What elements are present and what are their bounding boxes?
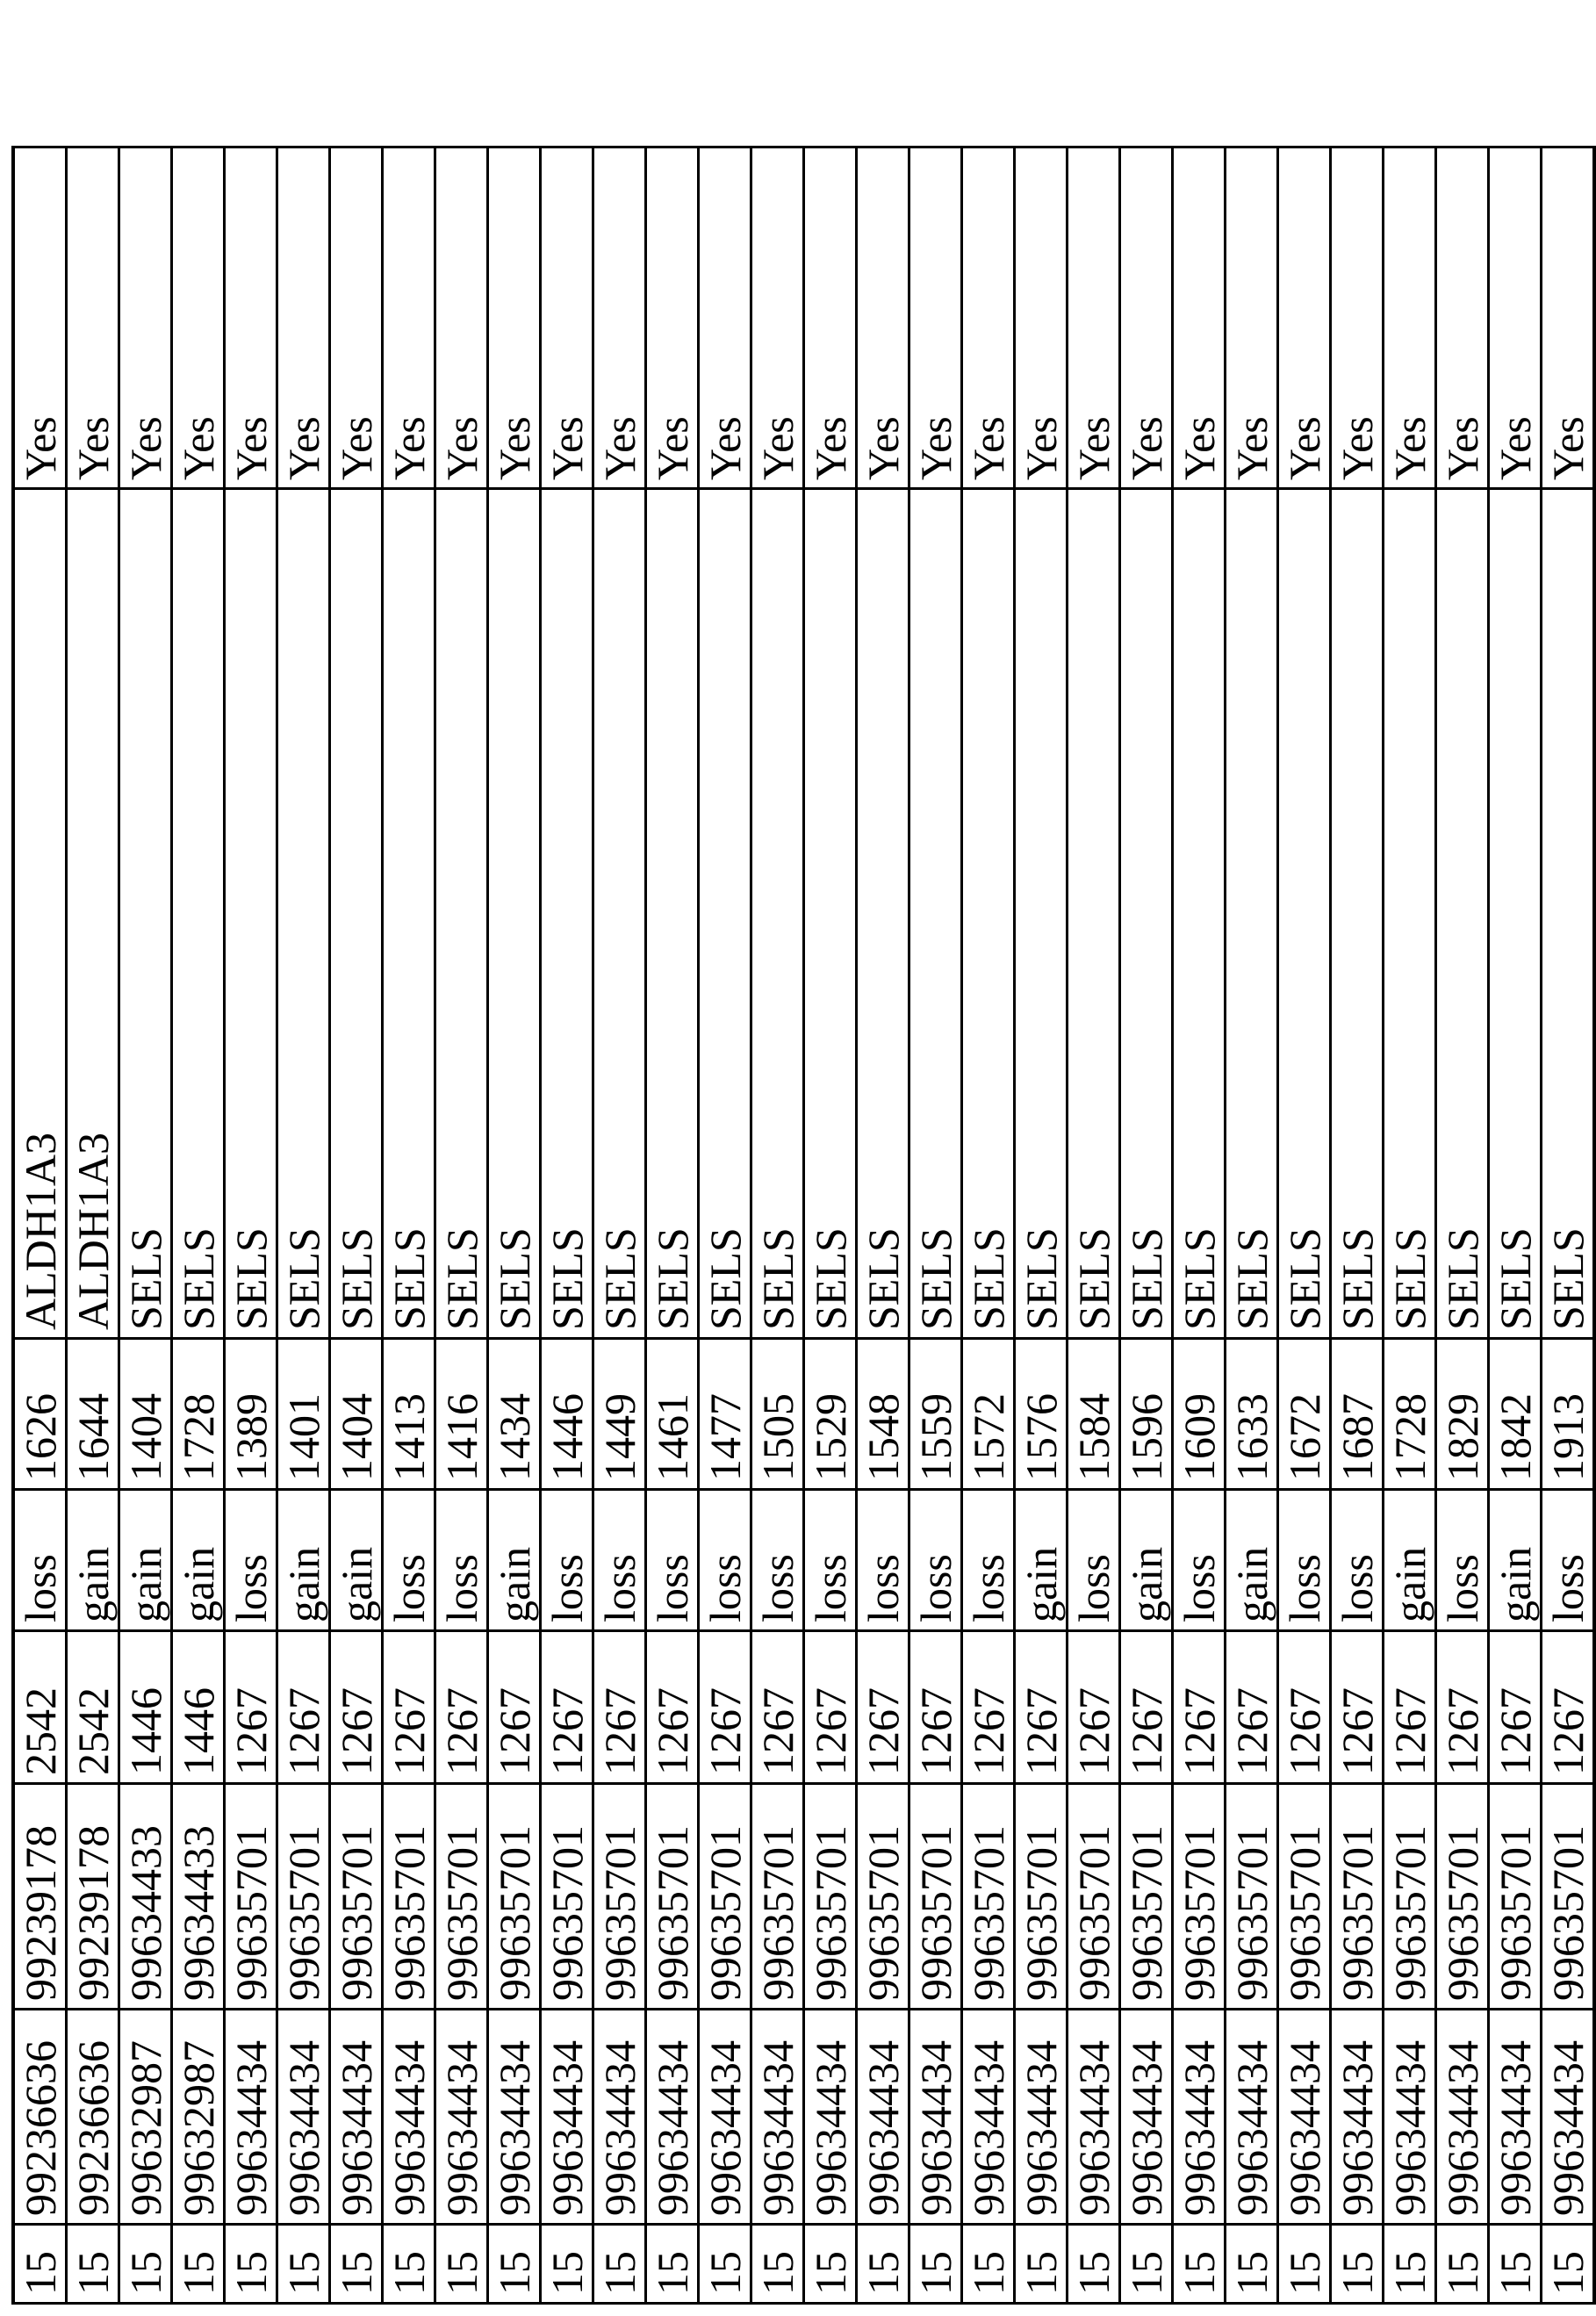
cell-value: 1416 [435,1339,488,1490]
cell-start: 99634434 [1068,2010,1120,2225]
cell-end: 99239178 [67,1784,119,2010]
cell-value: 1728 [172,1339,225,1490]
cell-start: 99634434 [383,2010,435,2225]
cell-type: loss [1278,1490,1331,1631]
cell-gene: SELS [1173,489,1226,1339]
cell-end: 99635701 [1173,1784,1226,2010]
cell-flag: Yes [330,147,383,489]
cell-chromosome: 15 [646,2225,699,2304]
cell-chromosome: 15 [277,2225,330,2304]
cell-flag: Yes [225,147,277,489]
cell-type: loss [1542,1490,1595,1631]
cell-gene: SELS [225,489,277,1339]
cell-gene: SELS [172,489,225,1339]
cell-value: 1728 [1384,1339,1436,1490]
cell-type: loss [751,1490,804,1631]
cell-flag: Yes [1278,147,1331,489]
cell-size: 1267 [277,1631,330,1784]
cell-gene: SELS [1384,489,1436,1339]
cell-chromosome: 15 [1542,2225,1595,2304]
table-row [699,11,751,2304]
cell-chromosome: 15 [1384,2225,1436,2304]
cell-gene: SELS [1226,489,1278,1339]
table-row [1120,11,1173,2304]
table-row [541,11,593,2304]
cell-chromosome: 15 [1331,2225,1384,2304]
cell-start: 99634434 [1173,2010,1226,2225]
cell-end: 99635701 [1489,1784,1542,2010]
cell-type: loss [804,1490,857,1631]
cell-gene: SELS [1331,489,1384,1339]
cell-size: 1446 [119,1631,172,1784]
cell-flag: Yes [1542,147,1595,489]
cell-end: 99635701 [277,1784,330,2010]
cell-start: 99236636 [13,2010,67,2225]
cell-gene: SELS [1278,489,1331,1339]
cell-end: 99635701 [593,1784,646,2010]
cell-value: 1477 [699,1339,751,1490]
cell-type: gain [1489,1490,1542,1631]
cell-flag: Yes [1384,147,1436,489]
rotated-table-page [11,11,1524,2305]
cell-size: 1267 [488,1631,541,1784]
cell-value: 1687 [1331,1339,1384,1490]
cell-value: 1548 [857,1339,909,1490]
cell-start: 99634434 [1384,2010,1436,2225]
cell-type: gain [330,1490,383,1631]
cell-gene: SELS [1068,489,1120,1339]
cell-value: 1633 [1226,1339,1278,1490]
cell-end: 99635701 [1226,1784,1278,2010]
table-row [1226,11,1278,2304]
cell-type: loss [1331,1490,1384,1631]
cell-chromosome: 15 [1068,2225,1120,2304]
cell-flag: Yes [277,147,330,489]
table-row [277,11,330,2304]
cell-start: 99236636 [67,2010,119,2225]
cell-start: 99634434 [751,2010,804,2225]
cell-start: 99634434 [1489,2010,1542,2225]
table-row [962,11,1015,2304]
table-row [1015,11,1068,2304]
cell-flag: Yes [1226,147,1278,489]
cell-gene: SELS [541,489,593,1339]
cell-value: 1626 [13,1339,67,1490]
cell-flag: Yes [646,147,699,489]
cell-gene: SELS [962,489,1015,1339]
cell-size: 1267 [541,1631,593,1784]
cell-value: 1446 [541,1339,593,1490]
cell-value: 1559 [909,1339,962,1490]
cell-value: 1413 [383,1339,435,1490]
cell-type: gain [1015,1490,1068,1631]
cell-flag: Yes [699,147,751,489]
cell-type: loss [1173,1490,1226,1631]
table-row [1489,11,1542,2304]
cell-flag: Yes [119,147,172,489]
table-row [751,11,804,2304]
cell-flag: Yes [1489,147,1542,489]
cell-type: gain [488,1490,541,1631]
cell-size: 1267 [1384,1631,1436,1784]
cell-end: 99635701 [699,1784,751,2010]
cell-flag: Yes [857,147,909,489]
cell-value: 1529 [804,1339,857,1490]
cell-start: 99634434 [1120,2010,1173,2225]
cell-end: 99634433 [172,1784,225,2010]
cell-type: gain [119,1490,172,1631]
cell-chromosome: 15 [857,2225,909,2304]
cell-value: 1913 [1542,1339,1595,1490]
cell-start: 99634434 [1226,2010,1278,2225]
table-row [646,11,699,2304]
cell-type: gain [1226,1490,1278,1631]
cell-chromosome: 15 [1489,2225,1542,2304]
cell-gene: SELS [435,489,488,1339]
cell-gene: SELS [488,489,541,1339]
cell-chromosome: 15 [330,2225,383,2304]
cell-type: loss [13,1490,67,1631]
cell-start: 99634434 [1331,2010,1384,2225]
cell-size: 1267 [1331,1631,1384,1784]
data-table [11,9,1596,2305]
cell-size: 1267 [593,1631,646,1784]
cell-type: gain [67,1490,119,1631]
cell-chromosome: 15 [13,2225,67,2304]
cell-start: 99632987 [172,2010,225,2225]
cell-start: 99634434 [857,2010,909,2225]
cell-type: loss [383,1490,435,1631]
table-row [857,11,909,2304]
table-row [488,11,541,2304]
table-row [909,11,962,2304]
table-row [804,11,857,2304]
cell-size: 1267 [857,1631,909,1784]
cell-flag: Yes [383,147,435,489]
cell-gene: SELS [804,489,857,1339]
cell-chromosome: 15 [1015,2225,1068,2304]
cell-flag: Yes [67,147,119,489]
cell-size: 1267 [225,1631,277,1784]
cell-flag: Yes [593,147,646,489]
cell-type: loss [1436,1490,1489,1631]
cell-type: gain [172,1490,225,1631]
cell-size: 1267 [962,1631,1015,1784]
table-row [172,11,225,2304]
cell-chromosome: 15 [751,2225,804,2304]
cell-value: 1404 [330,1339,383,1490]
cell-end: 99635701 [1120,1784,1173,2010]
cell-end: 99634433 [119,1784,172,2010]
cell-size: 1267 [1173,1631,1226,1784]
cell-size: 1267 [435,1631,488,1784]
cell-size: 1267 [1015,1631,1068,1784]
cell-flag: Yes [804,147,857,489]
cell-value: 1576 [1015,1339,1068,1490]
cell-type: loss [1068,1490,1120,1631]
cell-chromosome: 15 [804,2225,857,2304]
cell-size: 1267 [330,1631,383,1784]
cell-value: 1404 [119,1339,172,1490]
table-row [119,11,172,2304]
table-row [593,11,646,2304]
cell-flag: Yes [435,147,488,489]
cell-end: 99635701 [751,1784,804,2010]
cell-start: 99634434 [225,2010,277,2225]
table-body [13,11,1594,2304]
cell-chromosome: 15 [225,2225,277,2304]
cell-size: 2542 [13,1631,67,1784]
table-row [225,11,277,2304]
cell-gene: SELS [1436,489,1489,1339]
cell-start: 99632987 [119,2010,172,2225]
cell-end: 99635701 [225,1784,277,2010]
cell-chromosome: 15 [383,2225,435,2304]
cell-gene: SELS [646,489,699,1339]
cell-gene: SELS [1015,489,1068,1339]
cell-type: loss [962,1490,1015,1631]
cell-size: 1267 [1120,1631,1173,1784]
cell-end: 99635701 [488,1784,541,2010]
cell-start: 99634434 [962,2010,1015,2225]
cell-chromosome: 15 [1120,2225,1173,2304]
cell-gene: ALDH1A3 [67,489,119,1339]
cell-value: 1842 [1489,1339,1542,1490]
cell-flag: Yes [1120,147,1173,489]
cell-size: 1267 [804,1631,857,1784]
cell-type: loss [593,1490,646,1631]
cell-end: 99635701 [383,1784,435,2010]
cell-chromosome: 15 [699,2225,751,2304]
table-row [1331,11,1384,2304]
cell-flag: Yes [751,147,804,489]
cell-flag: Yes [909,147,962,489]
cell-chromosome: 15 [67,2225,119,2304]
cell-chromosome: 15 [962,2225,1015,2304]
cell-flag: Yes [13,147,67,489]
cell-gene: SELS [330,489,383,1339]
cell-chromosome: 15 [488,2225,541,2304]
cell-flag: Yes [962,147,1015,489]
cell-start: 99634434 [1278,2010,1331,2225]
cell-flag: Yes [488,147,541,489]
cell-size: 1267 [1542,1631,1595,1784]
cell-end: 99635701 [1384,1784,1436,2010]
cell-value: 1449 [593,1339,646,1490]
cell-chromosome: 15 [435,2225,488,2304]
cell-gene: ALDH1A3 [13,489,67,1339]
cell-size: 1267 [1226,1631,1278,1784]
cell-flag: Yes [172,147,225,489]
cell-flag: Yes [1015,147,1068,489]
cell-chromosome: 15 [119,2225,172,2304]
cell-start: 99634434 [1436,2010,1489,2225]
cell-type: loss [435,1490,488,1631]
cell-start: 99634434 [646,2010,699,2225]
cell-size: 1267 [1436,1631,1489,1784]
cell-type: loss [909,1490,962,1631]
cell-chromosome: 15 [909,2225,962,2304]
cell-size: 1267 [909,1631,962,1784]
cell-size: 2542 [67,1631,119,1784]
cell-value: 1389 [225,1339,277,1490]
table-row [1278,11,1331,2304]
cell-start: 99634434 [488,2010,541,2225]
cell-end: 99635701 [909,1784,962,2010]
cell-value: 1829 [1436,1339,1489,1490]
cell-end: 99635701 [1542,1784,1595,2010]
table-row [1173,11,1226,2304]
cell-chromosome: 15 [1278,2225,1331,2304]
cell-size: 1267 [1489,1631,1542,1784]
table-row [383,11,435,2304]
cell-gene: SELS [277,489,330,1339]
table-row [1384,11,1436,2304]
cell-flag: Yes [1173,147,1226,489]
table-row [435,11,488,2304]
cell-size: 1267 [1278,1631,1331,1784]
cell-end: 99635701 [646,1784,699,2010]
cell-chromosome: 15 [593,2225,646,2304]
cell-chromosome: 15 [541,2225,593,2304]
cell-end: 99635701 [1015,1784,1068,2010]
cell-size: 1267 [1068,1631,1120,1784]
cell-type: loss [225,1490,277,1631]
cell-type: gain [1120,1490,1173,1631]
cell-gene: SELS [1489,489,1542,1339]
cell-start: 99634434 [699,2010,751,2225]
cell-start: 99634434 [330,2010,383,2225]
cell-type: loss [646,1490,699,1631]
cell-size: 1446 [172,1631,225,1784]
table-row [13,11,67,2304]
cell-gene: SELS [909,489,962,1339]
cell-chromosome: 15 [1173,2225,1226,2304]
cell-value: 1584 [1068,1339,1120,1490]
cell-type: gain [277,1490,330,1631]
cell-start: 99634434 [804,2010,857,2225]
cell-end: 99239178 [13,1784,67,2010]
cell-size: 1267 [751,1631,804,1784]
cell-flag: Yes [541,147,593,489]
cell-gene: SELS [751,489,804,1339]
cell-value: 1609 [1173,1339,1226,1490]
cell-type: loss [699,1490,751,1631]
cell-value: 1596 [1120,1339,1173,1490]
cell-start: 99634434 [541,2010,593,2225]
cell-end: 99635701 [541,1784,593,2010]
cell-start: 99634434 [277,2010,330,2225]
cell-end: 99635701 [1068,1784,1120,2010]
cell-start: 99634434 [909,2010,962,2225]
cell-end: 99635701 [1331,1784,1384,2010]
table-row [1542,11,1595,2304]
cell-start: 99634434 [1015,2010,1068,2225]
cell-type: loss [857,1490,909,1631]
table-row [1436,11,1489,2304]
cell-gene: SELS [699,489,751,1339]
cell-end: 99635701 [330,1784,383,2010]
cell-flag: Yes [1331,147,1384,489]
table-row [330,11,383,2304]
cell-value: 1644 [67,1339,119,1490]
cell-chromosome: 15 [172,2225,225,2304]
cell-flag: Yes [1068,147,1120,489]
cell-chromosome: 15 [1436,2225,1489,2304]
cell-start: 99634434 [593,2010,646,2225]
cell-size: 1267 [646,1631,699,1784]
cell-gene: SELS [593,489,646,1339]
cell-end: 99635701 [435,1784,488,2010]
cell-end: 99635701 [1278,1784,1331,2010]
cell-value: 1434 [488,1339,541,1490]
cell-gene: SELS [1542,489,1595,1339]
cell-value: 1401 [277,1339,330,1490]
table-row [1068,11,1120,2304]
table-row [67,11,119,2304]
cell-value: 1461 [646,1339,699,1490]
cell-type: loss [541,1490,593,1631]
cell-gene: SELS [1120,489,1173,1339]
cell-flag: Yes [1436,147,1489,489]
cell-gene: SELS [383,489,435,1339]
cell-chromosome: 15 [1226,2225,1278,2304]
cell-value: 1672 [1278,1339,1331,1490]
cell-start: 99634434 [435,2010,488,2225]
cell-start: 99634434 [1542,2010,1595,2225]
cell-gene: SELS [857,489,909,1339]
cell-value: 1505 [751,1339,804,1490]
cell-size: 1267 [383,1631,435,1784]
cell-size: 1267 [699,1631,751,1784]
cell-end: 99635701 [857,1784,909,2010]
cell-value: 1572 [962,1339,1015,1490]
cell-end: 99635701 [962,1784,1015,2010]
cell-type: gain [1384,1490,1436,1631]
cell-end: 99635701 [804,1784,857,2010]
cell-gene: SELS [119,489,172,1339]
cell-end: 99635701 [1436,1784,1489,2010]
